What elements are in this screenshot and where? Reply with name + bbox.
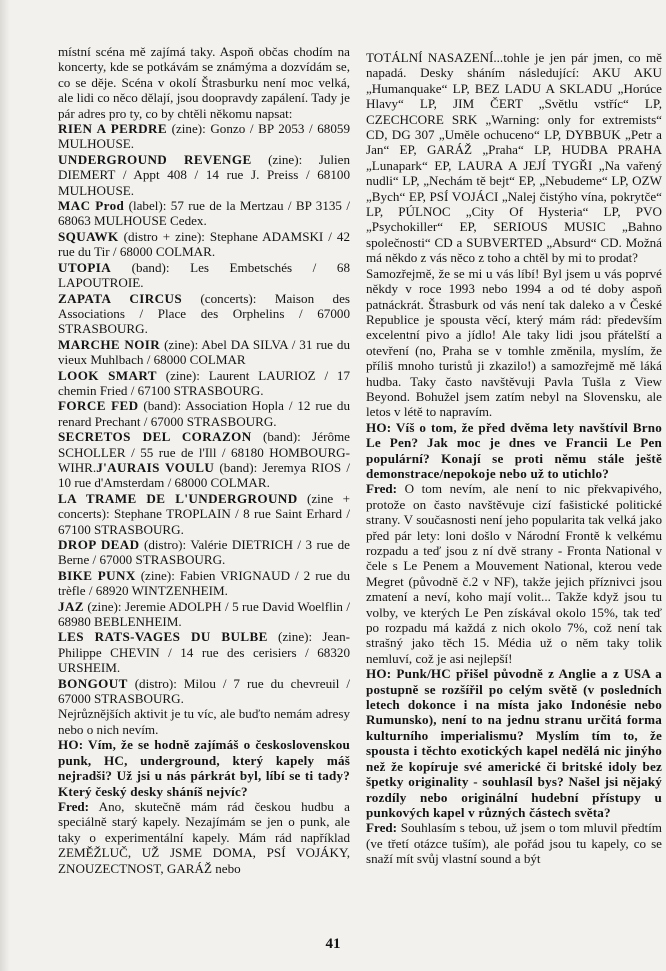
right-column [366, 50, 662, 940]
question-text: Punk/HC přišel původně z Anglie a z USA a postupně se rozšířil po celým světě (v posledních letech dokonce i na místa jako Indonésie nebo Rumunsko), není to na jednu stranu určitá forma kulturního imperialismu? Myslím tím to, že spousta i těchto exotických kapel nedělá nic jinýho než že kopíruje své americké či britské idoly bez špetky originality - souhlasíl bys? Našel jsi nějaký rozdíly nebo originální hudební přístupy u punkových kapel v různých částech světa? [366, 666, 662, 820]
interview-answer [366, 481, 662, 666]
answer-text: O tom nevím, ale není to nic překvapivého, protože on často navštěvuje cizí fašistické politické strany. V současnosti není jeho popularita tak velká jako před pár lety: loni došlo v Národní Frontě k velkému rozpadu a teď jsou z ní dvě strany - Fronta National v čele s Le Penem a Mouvement National, kterou vede Megret (původně č.2 v NF), takže jejich příznivci jsou zmatení a neví, koho mají volit... Takže když jsou tu volby, ve kterých Le Pen získával okolo 15%, tak teď po rozpadu má každá z nich okolo 7%, což není tak strašný jako těch 15. Média už o něm taky tolik nemluví, což je asi nejlepší! [366, 481, 662, 666]
address-entry [58, 629, 350, 675]
address-entry [58, 599, 350, 630]
answer-continuation: TOTÁLNÍ NASAZENÍ...tohle je jen pár jmen, co mě napadá. Desky sháním následující: AKU AKU „Humanquake“ LP, BEZ LADU A SKLADU „Horúce Hlavy“ LP, JIM ČERT „Světlu vstříc“ LP, CZECHCORE SRK „Warning: only for extremists“ CD, DG 307 „Uměle ochuceno“ LP, DYBBUK „Petr a Jan“ EP, GARÁŽ „Praha“ LP, HUDBA PRAHA „Lunapark“ EP, LAURA A JEJÍ TYGŘI „Na vařený nudli“ LP, „Nechám tě bejt“ EP, „Nebudeme“ LP, OZW „Bych“ EP, PSÍ VOJÁCI „Nalej čistýho vína, pokrytče“ LP, PÚLNOC „City Of Hysteria“ LP, PVO „Psychokiller“ EP, SERIOUS MUSIC „Bahno společnosti“ CD a SUBVERTED „Absurd“ CD. Možná má někdo z vás něco z toho a chtěl by mi to prodat? [366, 50, 662, 266]
address-entry [58, 537, 350, 568]
address-entry [58, 676, 350, 707]
entry-name: SECRETOS DEL CORAZON [58, 429, 252, 445]
entry-name: J'AURAIS VOULU [96, 459, 215, 475]
answer-label: Fred: [366, 820, 398, 836]
entry-detail: (distro): Valérie DIETRICH / 3 rue de Berne / 67000 STRASBOURG. [58, 537, 350, 568]
address-entry [58, 368, 350, 399]
entry-detail: (zine): Laurent LAURIOZ / 17 chemin Fried / 67100 STRASBOURG. [58, 367, 350, 398]
interview-answer [366, 820, 662, 866]
entry-detail: (zine): Julien DIEMERT / Appt 408 / 14 rue J. Preiss / 68100 MULHOUSE. [58, 151, 350, 198]
address-entry [58, 152, 350, 198]
interview-answer [58, 799, 350, 876]
entry-name: UNDERGROUND REVENGE [58, 151, 252, 167]
page-number: 41 [325, 936, 341, 952]
entry-detail: (zine): Fabien VRIGNAUD / 2 rue du trèfle / 68920 WINTZENHEIM. [58, 567, 350, 599]
address-entry [58, 260, 350, 291]
answer-text: Souhlasím s tebou, už jsem o tom mluvil předtím (ve třetí otázce tuším), ale pořád jsou tu kapely, co se snaží mít svůj vlastní sound a být [366, 820, 662, 867]
address-entry [58, 337, 350, 368]
address-list [58, 121, 350, 706]
address-entry [58, 398, 350, 429]
entry-name: ZAPATA CIRCUS [58, 290, 183, 306]
address-entry [58, 121, 350, 152]
question-text: Vím, že se hodně zajímáš o československou punk, HC, underground, který kapely máš nejradši? Už jsi u nás párkrát byl, líbí se ti tady? Který český desky sháníš nejvíc? [58, 737, 350, 799]
entry-name: DROP DEAD [58, 537, 140, 552]
entry-name: RIEN A PERDRE [58, 121, 167, 137]
entry-name: MAC Prod [58, 198, 125, 214]
entry-name: JAZ [58, 598, 84, 614]
entry-detail: (zine + concerts): Stephane TROPLAIN / 8 rue Saint Erhard / 67100 STRASBOURG. [58, 490, 350, 537]
question-label: HO: [366, 666, 392, 682]
entry-detail: (zine): Gonzo / BP 2053 / 68059 MULHOUSE. [58, 121, 350, 152]
interview-question [366, 420, 662, 482]
address-entry [58, 568, 350, 599]
entry-name: LOOK SMART [58, 367, 157, 383]
left-column [58, 44, 350, 944]
question-text: Víš o tom, že před dvěma lety navštívil Brno Le Pen? Jak moc je dnes ve Francii Le Pen populární? Konají se proti němu stále ještě demonstrace/nepokoje nebo už to utichlo? [366, 419, 662, 481]
entry-name: UTOPIA [58, 259, 112, 275]
address-entry [58, 429, 350, 491]
entry-detail: (zine): Jean-Philippe CHEVIN / 14 rue des cerisiers / 68320 URSHEIM. [58, 629, 350, 676]
address-entry [58, 291, 350, 337]
entry-detail: (band): Les Embetschés / 68 LAPOUTROIE. [58, 259, 350, 291]
answer-paragraph: Samozřejmě, že se mi u vás líbí! Byl jsem u vás poprvé někdy v roce 1993 nebo 1994 a od té doby aspoň patnáckrát. Štrasburk od vás není tak daleko a v České Republice je spousta věcí, který mám rád: především excelentní pivo a jídlo! Ale taky lidi jsou přátelští a otevření (no, Praha se v tomhle změnila, myslím, že příliš mnoho turistů ji zkazilo!) a samozřejmě mě láká hudba. Taky často navštěvuji Pavla Tušla z View Beyond. Bohužel jsem zatím nebyl na Slovensku, ale letos v létě to napravím. [366, 265, 662, 420]
answer-label: Fred: [366, 481, 398, 497]
address-entry [58, 491, 350, 537]
interview-question [58, 737, 350, 799]
intro-paragraph: místní scéna mě zajímá taky. Aspoň občas chodím na koncerty, kde se potkávám se známýma a dozvídám se, co se děje. Scéna v okolí Štrasburku není moc velká, ale lidi co něco dělají, jsou doopravdy zapálení. Tady je pár adres pro ty, co by chtěli někomu napsat: [58, 44, 350, 121]
interview-question [366, 666, 662, 820]
address-entry [58, 198, 350, 229]
entry-name: MARCHE NOIR [58, 336, 161, 352]
entry-detail: (distro): Milou / 7 rue du chevreuil / 67000 STRASBOURG. [58, 675, 350, 707]
entry-detail: (concerts): Maison des Associations / Place des Orphelins / 67000 STRASBOURG. [58, 290, 350, 337]
outro-paragraph: Nejrůznějších aktivit je tu víc, ale buďto nemám adresy nebo o nich nevím. [58, 706, 350, 737]
entry-detail: (distro + zine): Stephane ADAMSKI / 42 rue du Tir / 68000 COLMAR. [58, 228, 350, 260]
entry-name: LES RATS-VAGES DU BULBE [58, 629, 268, 645]
entry-detail: (zine): Jeremie ADOLPH / 5 rue David Woelflin / 68980 BEBLENHEIM. [58, 598, 350, 630]
entry-detail: (band): Jérôme SCHOLLER / 55 rue de l'Ill / 68180 HOMBOURG-WIHR. [58, 429, 350, 475]
address-entry [58, 229, 350, 260]
question-label: HO: [58, 737, 84, 753]
page-binding-shadow [0, 0, 10, 971]
entry-name: FORCE FED [58, 398, 139, 414]
entry-detail: (label): 57 rue de la Mertzau / BP 3135 / 68063 MULHOUSE Cedex. [58, 198, 350, 229]
entry-name: BIKE PUNX [58, 567, 136, 583]
entry-detail: (zine): Abel DA SILVA / 31 rue du vieux Muhlbach / 68000 COLMAR [58, 336, 350, 368]
question-label: HO: [366, 419, 392, 435]
answer-label: Fred: [58, 798, 90, 814]
entry-detail: (band): Association Hopla / 12 rue du renard Prechant / 67000 STRASBOURG. [58, 398, 350, 429]
entry-name: SQUAWK [58, 228, 119, 244]
entry-detail: (band): Jeremya RIOS / 10 rue d'Amsterdam / 68000 COLMAR. [58, 459, 350, 491]
entry-name: BONGOUT [58, 675, 128, 691]
answer-text: Ano, skutečně mám rád českou hudbu a speciálně starý kapely. Nezajímám se jen o punk, ale taky o experimentální kapely. Mám rád například ZEMĚŽLUČ, UŽ JSME DOMA, PSÍ VOJÁKY, ZNOUZECTNOST, GARÁŽ nebo [58, 798, 350, 876]
entry-name: LA TRAME DE L'UNDERGROUND [58, 490, 298, 506]
